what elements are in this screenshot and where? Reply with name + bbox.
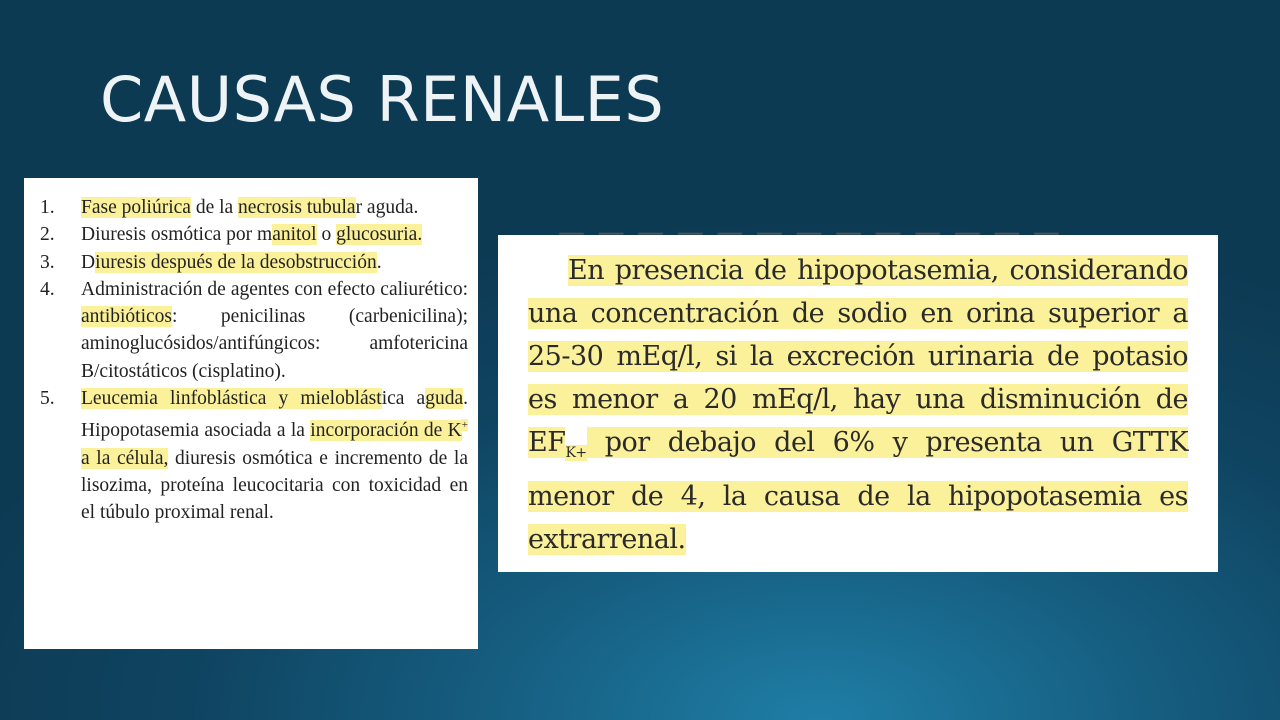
highlighted-text: +	[461, 419, 468, 432]
list-item-text	[81, 385, 468, 526]
list-item	[40, 276, 468, 385]
list-item	[40, 194, 468, 221]
text-segment: o	[316, 224, 337, 246]
highlighted-text: guda	[425, 388, 464, 410]
highlighted-text: K+	[565, 445, 587, 461]
highlighted-text: necrosis tubula	[238, 197, 356, 218]
list-item-text	[81, 249, 468, 276]
highlighted-text: En presencia de hipopotasemia, considerando una concentración de	[528, 255, 1188, 329]
highlighted-text: sodio en orina superior a 25-30 mEq/l, si la excreción urinaria de potasio es menor a 20 mEq/l, hay una disminución de EF	[528, 298, 1188, 458]
right-image-panel	[498, 217, 1218, 572]
list-item-text	[81, 221, 468, 248]
text-segment: diuresis osmótica e incremento de la lisozima, proteína leucocitaria con toxicidad en el túbulo proximal renal.	[81, 447, 468, 524]
list-item-text	[81, 194, 468, 221]
list-item-number: 3.	[40, 251, 55, 273]
left-image-panel	[24, 178, 478, 649]
causes-list	[40, 194, 468, 527]
highlighted-text: glucosuria.	[336, 224, 423, 246]
highlighted-text: anitol	[272, 224, 317, 246]
text-segment: ica a	[381, 388, 426, 410]
text-segment: D	[81, 251, 96, 273]
list-item	[40, 385, 468, 526]
slide-title: CAUSAS RENALES	[100, 63, 665, 136]
text-segment: Administración de agentes con efecto caliurético:	[81, 278, 468, 300]
list-item-number: 5.	[40, 388, 55, 410]
highlighted-text: Leucemia linfoblástica y mieloblást	[81, 388, 382, 410]
text-segment: Diuresis osmótica por m	[81, 224, 273, 246]
hypokalemia-paragraph	[528, 249, 1188, 561]
highlighted-text: incorporación de K	[310, 420, 462, 442]
highlighted-text: a la célula,	[81, 447, 169, 469]
text-segment: r aguda.	[355, 197, 419, 218]
text-segment: : penicilinas (carbenicilina); aminoglucósidos/antifúngicos: amfotericina B/citostáticos (cisplatino).	[81, 306, 468, 382]
list-item	[40, 249, 468, 276]
highlighted-text: Fase poliúrica	[81, 197, 191, 218]
highlighted-text: por debajo del 6% y presenta un GTTK menor de 4, la causa de la hipopotasemia es extrarrenal.	[528, 427, 1188, 555]
list-item-number: 2.	[40, 224, 55, 246]
text-segment: . Hipopotasemia asociada a la	[81, 388, 468, 442]
highlighted-text: antibióticos	[81, 306, 172, 328]
list-item-number: 4.	[40, 278, 55, 300]
highlighted-text: iuresis después de la desobstrucción	[95, 251, 377, 273]
list-item	[40, 221, 468, 248]
cropped-text-fragment: — — — — — — — — — — — — —	[558, 217, 1062, 248]
list-item-text	[81, 276, 468, 385]
text-segment: de la	[190, 197, 239, 218]
text-segment: .	[376, 251, 382, 273]
list-item-number: 1.	[40, 197, 55, 218]
